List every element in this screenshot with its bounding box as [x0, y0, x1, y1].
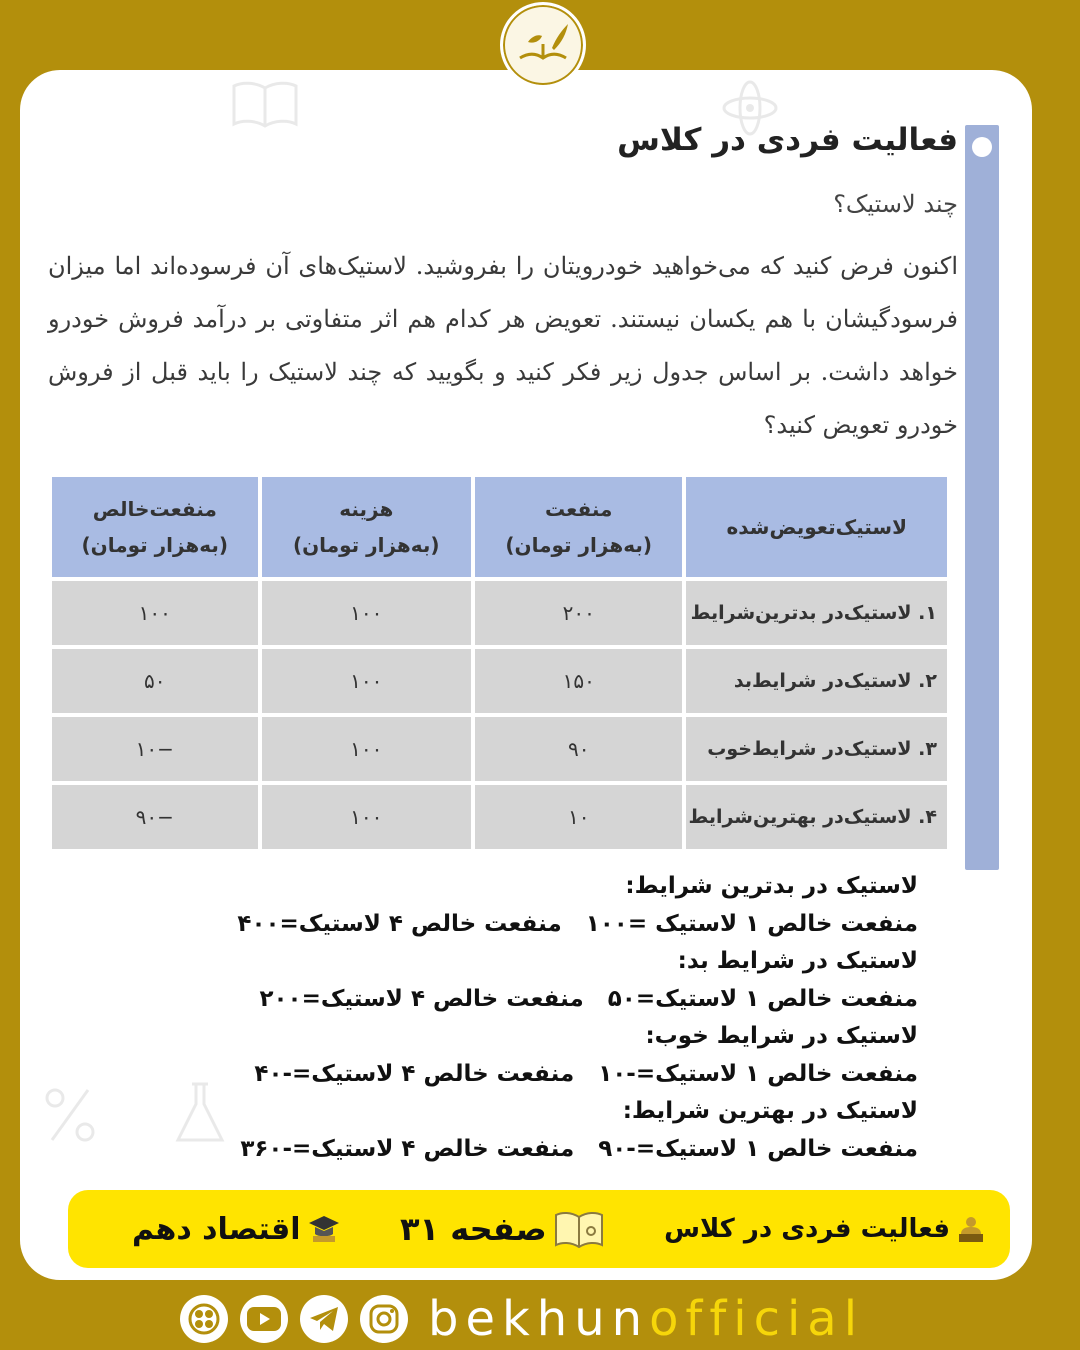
benefit-cell: ۹۰ — [475, 717, 682, 781]
footer-bar — [68, 1190, 1010, 1268]
brand-handle[interactable]: bekhunofficial — [428, 1291, 865, 1347]
net-cell: −۹۰ — [52, 785, 258, 849]
answer-title: لاستیک در بهترین شرایط: — [622, 1098, 918, 1124]
header-replaced-tire: لاستیک‌تعویض‌شده — [686, 477, 947, 577]
row-label: ۱. لاستیک‌در بدترین‌شرایط — [686, 581, 947, 645]
footer-activity: فعالیت فردی در کلاس — [664, 1214, 986, 1244]
section-sidebar-bar — [965, 125, 999, 870]
net-cell: ۵۰ — [52, 649, 258, 713]
answer-line: منفعت خالص ۱ لاستیک=-۱۰منفعت خالص ۴ لاستیک=-۴۰ — [254, 1060, 918, 1087]
tire-table — [48, 473, 951, 853]
answer-line: منفعت خالص ۱ لاستیک=۵۰منفعت خالص ۴ لاستیک=۲۰۰ — [259, 985, 918, 1012]
answer-block — [198, 868, 918, 1168]
benefit-cell: ۱۰ — [475, 785, 682, 849]
net-cell: −۱۰ — [52, 717, 258, 781]
header-net-benefit: منفعت‌خالص (به‌هزار تومان) — [52, 477, 258, 577]
table-row — [52, 581, 947, 645]
section-bullet-icon — [972, 137, 992, 157]
open-book-icon — [553, 1209, 605, 1249]
footer-subject: اقتصاد دهم — [132, 1212, 341, 1247]
table-row — [52, 785, 947, 849]
answer-line: منفعت خالص ۱ لاستیک =۱۰۰منفعت خالص ۴ لاستیک=۴۰۰ — [237, 910, 918, 937]
social-bar — [180, 1288, 864, 1350]
instagram-icon[interactable] — [360, 1295, 408, 1343]
table-header-row — [52, 477, 947, 577]
graduation-cap-icon — [307, 1214, 341, 1244]
answer-title: لاستیک در شرایط بد: — [677, 948, 918, 974]
teacher-icon — [956, 1214, 986, 1244]
benefit-cell: ۱۵۰ — [475, 649, 682, 713]
youtube-icon[interactable] — [240, 1295, 288, 1343]
doodle-book-icon — [230, 80, 300, 130]
benefit-cell: ۲۰۰ — [475, 581, 682, 645]
cost-cell: ۱۰۰ — [262, 649, 471, 713]
section-heading: فعالیت فردی در کلاس — [617, 122, 958, 158]
cost-cell: ۱۰۰ — [262, 581, 471, 645]
row-label: ۳. لاستیک‌در شرایط‌خوب — [686, 717, 947, 781]
answer-title: لاستیک در شرایط خوب: — [645, 1023, 918, 1049]
answer-line: منفعت خالص ۱ لاستیک=-۹۰منفعت خالص ۴ لاستیک=-۳۶۰ — [240, 1135, 918, 1162]
section-subheading: چند لاستیک؟ — [833, 190, 958, 218]
brand-logo — [500, 2, 586, 88]
book-paragraph: اکنون فرض کنید که می‌خواهید خودرویتان را بفروشید. لاستیک‌های آن فرسوده‌اند اما میزان فرسودگیشان با هم یکسان نیستند. تعویض هر کدام هم اثر متفاوتی بر درآمد فروش خودرو خواهد داشت. بر اساس جدول زیر فکر کنید و بگویید که چند لاستیک را باید قبل از فروش خودرو تعویض کنید؟ — [48, 252, 958, 439]
book-quill-icon — [512, 14, 574, 76]
footer-page: صفحه ۳۱ — [400, 1209, 605, 1249]
header-cost: هزینه (به‌هزار تومان) — [262, 477, 471, 577]
cost-cell: ۱۰۰ — [262, 785, 471, 849]
cost-cell: ۱۰۰ — [262, 717, 471, 781]
table-row — [52, 717, 947, 781]
answer-title: لاستیک در بدترین شرایط: — [625, 873, 918, 899]
row-label: ۲. لاستیک‌در شرایط‌بد — [686, 649, 947, 713]
doodle-percent-icon — [40, 1080, 100, 1150]
net-cell: ۱۰۰ — [52, 581, 258, 645]
table-row — [52, 649, 947, 713]
aparat-icon[interactable] — [180, 1295, 228, 1343]
row-label: ۴. لاستیک‌در بهترین‌شرایط — [686, 785, 947, 849]
telegram-icon[interactable] — [300, 1295, 348, 1343]
header-benefit: منفعت (به‌هزار تومان) — [475, 477, 682, 577]
